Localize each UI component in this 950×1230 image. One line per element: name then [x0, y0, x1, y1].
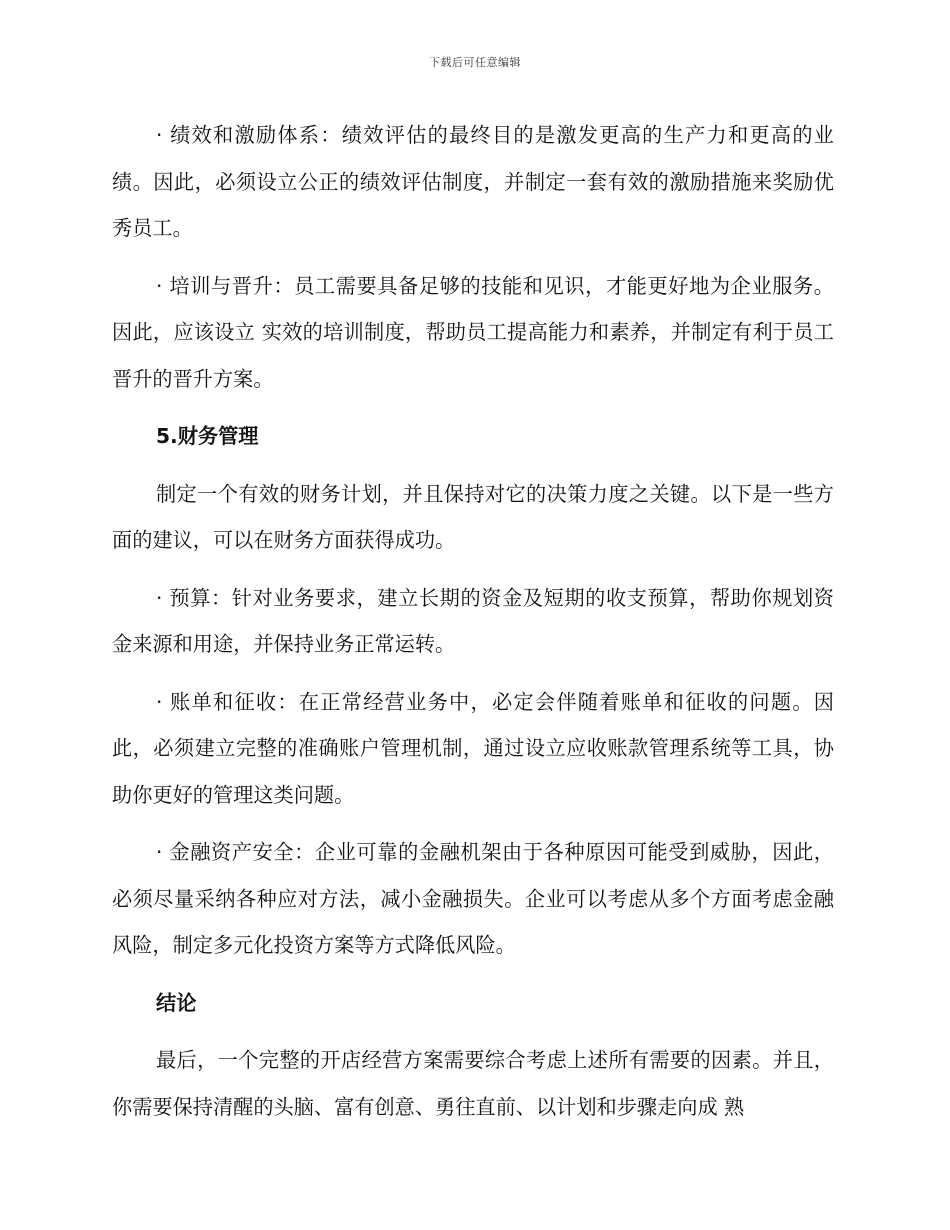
- paragraph-performance-incentives: · 绩效和激励体系：绩效评估的最终目的是激发更高的生产力和更高的业绩。因此，必须设立公正的绩效评估制度，并制定一套有效的激励措施来奖励优秀员工。: [112, 123, 834, 240]
- paragraph-billing-collection: · 账单和征收：在正常经营业务中，必定会伴随着账单和征收的问题。因此，必须建立完整的准确账户管理机制，通过设立应收账款管理系统等工具，协助你更好的管理这类问题。: [112, 689, 834, 807]
- paragraph-budget: · 预算：针对业务要求，建立长期的资金及短期的收支预算，帮助你规划资金来源和用途，并保持业务正常运转。: [112, 585, 834, 656]
- document-body: [112, 112, 834, 1141]
- section-heading-financial-management: 5.财务管理: [156, 424, 259, 448]
- page-header: 下载后可任意编辑: [429, 56, 521, 69]
- section-heading-conclusion: 结论: [156, 990, 197, 1015]
- paragraph-financial-asset-security: · 金融资产安全：企业可靠的金融机架由于各种原因可能受到威胁，因此，必须尽量采纳各种应对方法，减小金融损失。企业可以考虑从多个方面考虑金融风险，制定多元化投资方案等方式降低风险。: [112, 840, 834, 957]
- paragraph-conclusion: 最后，一个完整的开店经营方案需要综合考虑上述所有需要的因素。并且，你需要保持清醒的头脑、富有创意、勇往直前、以计划和步骤走向成 熟: [112, 1048, 834, 1119]
- paragraph-training-promotion: · 培训与晋升：员工需要具备足够的技能和见识，才能更好地为企业服务。因此，应该设立 实效的培训制度，帮助员工提高能力和素养，并制定有利于员工晋升的晋升方案。: [112, 273, 834, 391]
- paragraph-financial-plan: 制定一个有效的财务计划，并且保持对它的决策力度之关键。以下是一些方面的建议，可以在财务方面获得成功。: [112, 481, 834, 552]
